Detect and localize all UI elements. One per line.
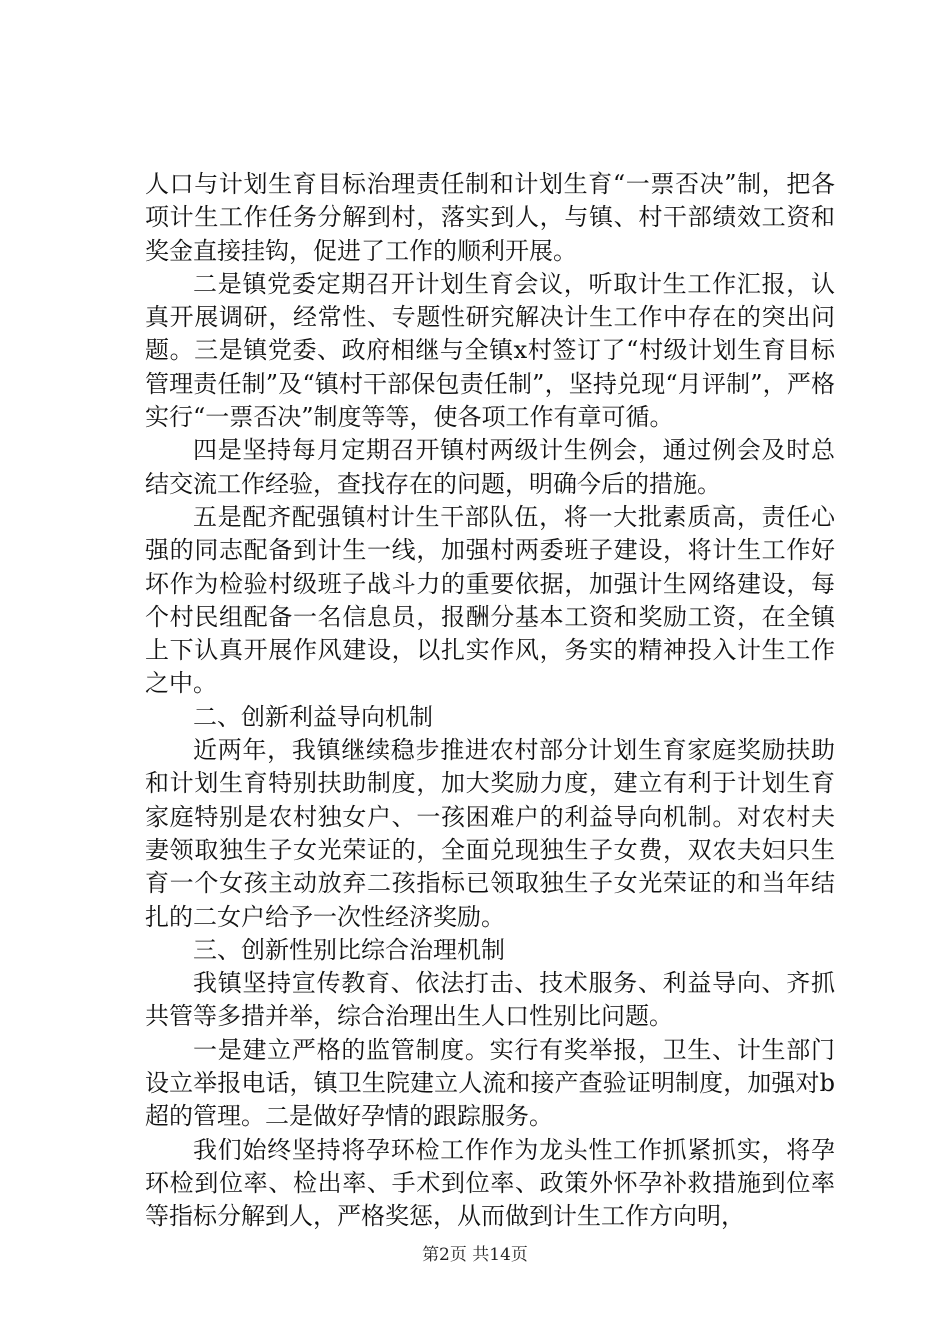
page-footer xyxy=(0,1240,950,1265)
section-heading-2: 二、创新利益导向机制 xyxy=(193,702,433,731)
page-number: 第2页 共14页 xyxy=(422,1245,528,1265)
paragraph-7: 一是建立严格的监管制度。实行有奖举报，卫生、计生部门设立举报电话，镇卫生院建立人流和接产查验证明制度，加强对b超的管理。二是做好孕情的跟踪服务。 xyxy=(145,1035,835,1131)
paragraph-2: 二是镇党委定期召开计划生育会议，听取计生工作汇报，认真开展调研，经常性、专题性研究解决计生工作中存在的突出问题。三是镇党委、政府相继与全镇x村签订了“村级计划生育目标管理责任制”及“镇村干部保包责任制”，坚持兑现“月评制”，严格实行“一票否决”制度等等，使各项工作有章可循。 xyxy=(145,269,835,432)
paragraph-1: 人口与计划生育目标治理责任制和计划生育“一票否决”制，把各项计生工作任务分解到村，落实到人，与镇、村干部绩效工资和奖金直接挂钩，促进了工作的顺利开展。 xyxy=(145,170,835,265)
paragraph-8: 我们始终坚持将孕环检工作作为龙头性工作抓紧抓实，将孕环检到位率、检出率、手术到位率、政策外怀孕补救措施到位率等指标分解到人，严格奖惩，从而做到计生工作方向明， xyxy=(145,1135,835,1231)
paragraph-3: 四是坚持每月定期召开镇村两级计生例会，通过例会及时总结交流工作经验，查找存在的问题，明确今后的措施。 xyxy=(145,436,835,498)
paragraph-6: 我镇坚持宣传教育、依法打击、技术服务、利益导向、齐抓共管等多措并举，综合治理出生人口性别比问题。 xyxy=(145,969,835,1031)
paragraph-4: 五是配齐配强镇村计生干部队伍，将一大批素质高，责任心强的同志配备到计生一线，加强村两委班子建设，将计生工作好坏作为检验村级班子战斗力的重要依据，加强计生网络建设，每个村民组配备一名信息员，报酬分基本工资和奖励工资，在全镇上下认真开展作风建设，以扎实作风，务实的精神投入计生工作之中。 xyxy=(145,502,835,698)
section-heading-3: 三、创新性别比综合治理机制 xyxy=(193,935,505,964)
document-body xyxy=(145,168,835,1234)
paragraph-5: 近两年，我镇继续稳步推进农村部分计划生育家庭奖励扶助和计划生育特别扶助制度，加大奖励力度，建立有利于计划生育家庭特别是农村独女户、一孩困难户的利益导向机制。对农村夫妻领取独生子女光荣证的，全面兑现独生子女费，双农夫妇只生育一个女孩主动放弃二孩指标已领取独生子女光荣证的和当年结扎的二女户给予一次性经济奖励。 xyxy=(145,736,835,931)
